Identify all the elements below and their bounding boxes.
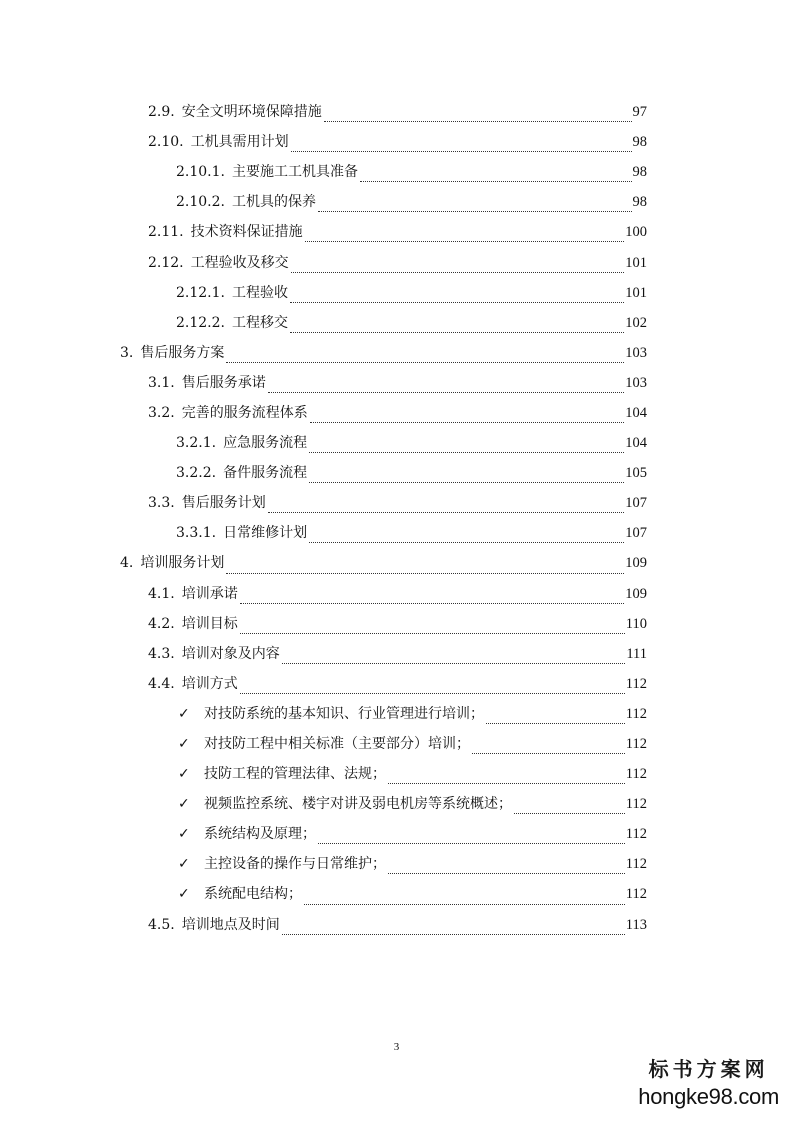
- toc-entry-number: 2.11.: [148, 224, 184, 241]
- toc-entry[interactable]: [0, 217, 793, 247]
- toc-entry-number: 4.: [120, 555, 134, 572]
- toc-entry-number: 2.12.: [148, 254, 184, 271]
- toc-entry-number: 3.3.: [148, 495, 175, 512]
- toc-entry[interactable]: [0, 609, 793, 639]
- toc-entry[interactable]: [0, 278, 793, 308]
- toc-entry-number: 4.3.: [148, 645, 175, 662]
- toc-entry-title: 售后服务承诺: [181, 374, 266, 391]
- checkmark-icon: ✓: [178, 886, 190, 903]
- toc-entry-number: 4.2.: [148, 615, 175, 632]
- toc-entry-number: 2.9.: [148, 104, 175, 121]
- toc-entry-page: 101: [625, 284, 647, 301]
- toc-entry-number: 3.3.1.: [176, 525, 217, 542]
- toc-entry-number: 3.2.1.: [176, 435, 217, 452]
- dot-leader: [291, 150, 632, 152]
- toc-entry[interactable]: [0, 187, 793, 217]
- toc-entry-title: 工程移交: [231, 314, 288, 331]
- toc-entry-page: 107: [625, 525, 647, 542]
- table-of-contents: [0, 97, 793, 940]
- toc-entry[interactable]: [0, 548, 793, 578]
- toc-entry-title: 完善的服务流程体系: [181, 404, 308, 421]
- dot-leader: [240, 602, 625, 604]
- dot-leader: [226, 572, 624, 574]
- toc-entry-title: 培训方式: [181, 675, 238, 692]
- dot-leader: [514, 812, 625, 814]
- toc-entry-page: 112: [625, 766, 647, 783]
- toc-entry[interactable]: [0, 458, 793, 488]
- watermark-site-name: 标书方案网: [648, 1057, 769, 1081]
- toc-entry-title: 对技防工程中相关标准（主要部分）培训；: [204, 736, 470, 753]
- toc-entry[interactable]: [0, 579, 793, 609]
- toc-entry-title: 主要施工工机具准备: [231, 164, 358, 181]
- dot-leader: [310, 421, 625, 423]
- toc-entry-number: 2.10.: [148, 134, 184, 151]
- checkmark-icon: ✓: [178, 736, 190, 753]
- watermark-url: hongke98.com: [638, 1084, 779, 1109]
- toc-entry[interactable]: [0, 849, 793, 879]
- dot-leader: [282, 933, 625, 935]
- dot-leader: [309, 451, 624, 453]
- toc-entry-title: 视频监控系统、楼宇对讲及弱电机房等系统概述；: [204, 796, 512, 813]
- toc-entry-page: 110: [625, 615, 647, 632]
- dot-leader: [388, 872, 625, 874]
- dot-leader: [240, 692, 625, 694]
- toc-entry-page: 109: [625, 585, 647, 602]
- dot-leader: [268, 511, 625, 513]
- dot-leader: [324, 120, 632, 122]
- toc-entry[interactable]: [0, 819, 793, 849]
- toc-entry-number: 2.12.2.: [176, 314, 225, 331]
- toc-entry-title: 日常维修计划: [223, 525, 308, 542]
- toc-entry-title: 工程验收: [231, 284, 288, 301]
- toc-entry-page: 98: [632, 134, 647, 151]
- toc-entry-title: 培训目标: [181, 615, 238, 632]
- toc-entry-title: 系统配电结构；: [204, 886, 302, 903]
- toc-entry-page: 109: [625, 555, 647, 572]
- toc-entry-number: 2.10.1.: [176, 164, 225, 181]
- checkmark-icon: ✓: [178, 796, 190, 813]
- toc-entry-page: 100: [625, 224, 647, 241]
- toc-entry-page: 112: [625, 675, 647, 692]
- toc-entry-page: 98: [632, 164, 647, 181]
- toc-entry[interactable]: [0, 879, 793, 909]
- page-number: 3: [393, 1041, 400, 1053]
- toc-entry-page: 98: [632, 194, 647, 211]
- toc-entry[interactable]: [0, 910, 793, 940]
- dot-leader: [304, 903, 625, 905]
- toc-entry-page: 104: [625, 404, 647, 421]
- toc-entry-title: 售后服务方案: [140, 344, 225, 361]
- toc-entry-title: 主控设备的操作与日常维护；: [204, 856, 386, 873]
- toc-entry-page: 112: [625, 826, 647, 843]
- dot-leader: [240, 632, 625, 634]
- toc-entry-title: 售后服务计划: [181, 495, 266, 512]
- toc-entry-title: 备件服务流程: [223, 465, 308, 482]
- checkmark-icon: ✓: [178, 856, 190, 873]
- toc-entry[interactable]: [0, 729, 793, 759]
- toc-entry[interactable]: [0, 398, 793, 428]
- toc-entry-page: 97: [632, 104, 647, 121]
- toc-entry-number: 2.12.1.: [176, 284, 225, 301]
- toc-entry-page: 112: [625, 736, 647, 753]
- toc-entry[interactable]: [0, 789, 793, 819]
- toc-entry[interactable]: [0, 247, 793, 277]
- dot-leader: [309, 541, 624, 543]
- dot-leader: [291, 271, 625, 273]
- toc-entry-page: 101: [625, 254, 647, 271]
- toc-entry-title: 工机具的保养: [231, 194, 316, 211]
- toc-entry-page: 105: [625, 465, 647, 482]
- toc-entry-page: 103: [625, 374, 647, 391]
- watermark-logo: [638, 1053, 779, 1110]
- checkmark-icon: ✓: [178, 705, 190, 722]
- toc-entry[interactable]: [0, 518, 793, 548]
- toc-entry-page: 107: [625, 495, 647, 512]
- dot-leader: [226, 361, 624, 363]
- toc-entry-page: 104: [625, 435, 647, 452]
- toc-entry[interactable]: [0, 368, 793, 398]
- toc-entry-page: 112: [625, 856, 647, 873]
- toc-entry-page: 102: [625, 314, 647, 331]
- toc-entry-number: 3.: [120, 344, 134, 361]
- toc-entry-number: 3.1.: [148, 374, 175, 391]
- dot-leader: [305, 240, 625, 242]
- toc-entry[interactable]: [0, 338, 793, 368]
- dot-leader: [486, 722, 625, 724]
- dot-leader: [290, 331, 624, 333]
- toc-entry-title: 工程验收及移交: [190, 254, 289, 271]
- toc-entry-page: 113: [625, 916, 647, 933]
- toc-entry-title: 技术资料保证措施: [190, 224, 303, 241]
- toc-entry-title: 技防工程的管理法律、法规；: [204, 766, 386, 783]
- toc-entry-number: 2.10.2.: [176, 194, 225, 211]
- dot-leader: [282, 662, 626, 664]
- dot-leader: [318, 842, 625, 844]
- toc-entry-page: 112: [625, 796, 647, 813]
- toc-entry-title: 对技防系统的基本知识、行业管理进行培训；: [204, 705, 484, 722]
- dot-leader: [309, 481, 624, 483]
- toc-entry[interactable]: [0, 759, 793, 789]
- toc-entry-number: 3.2.: [148, 404, 175, 421]
- dot-leader: [360, 180, 632, 182]
- toc-entry-title: 培训地点及时间: [181, 916, 280, 933]
- toc-entry[interactable]: [0, 428, 793, 458]
- toc-entry[interactable]: [0, 699, 793, 729]
- toc-entry-number: 3.2.2.: [176, 465, 217, 482]
- toc-entry-number: 4.5.: [148, 916, 175, 933]
- toc-entry[interactable]: [0, 127, 793, 157]
- toc-entry-title: 系统结构及原理；: [204, 826, 316, 843]
- dot-leader: [318, 210, 632, 212]
- toc-entry-title: 培训对象及内容: [181, 645, 280, 662]
- toc-entry[interactable]: [0, 669, 793, 699]
- toc-entry-page: 111: [626, 645, 647, 662]
- toc-entry-title: 应急服务流程: [223, 435, 308, 452]
- toc-entry[interactable]: [0, 157, 793, 187]
- toc-entry-page: 112: [625, 705, 647, 722]
- toc-entry[interactable]: [0, 97, 793, 127]
- toc-entry-title: 培训服务计划: [140, 555, 225, 572]
- toc-entry-number: 4.4.: [148, 675, 175, 692]
- toc-entry[interactable]: [0, 639, 793, 669]
- toc-entry-title: 培训承诺: [181, 585, 238, 602]
- checkmark-icon: ✓: [178, 766, 190, 783]
- dot-leader: [388, 782, 625, 784]
- dot-leader: [268, 391, 625, 393]
- toc-entry[interactable]: [0, 488, 793, 518]
- dot-leader: [290, 301, 624, 303]
- toc-entry-number: 4.1.: [148, 585, 175, 602]
- toc-entry-title: 安全文明环境保障措施: [181, 104, 322, 121]
- toc-entry-page: 103: [625, 344, 647, 361]
- toc-entry-title: 工机具需用计划: [190, 134, 289, 151]
- checkmark-icon: ✓: [178, 826, 190, 843]
- dot-leader: [472, 752, 625, 754]
- toc-entry-page: 112: [625, 886, 647, 903]
- toc-entry[interactable]: [0, 308, 793, 338]
